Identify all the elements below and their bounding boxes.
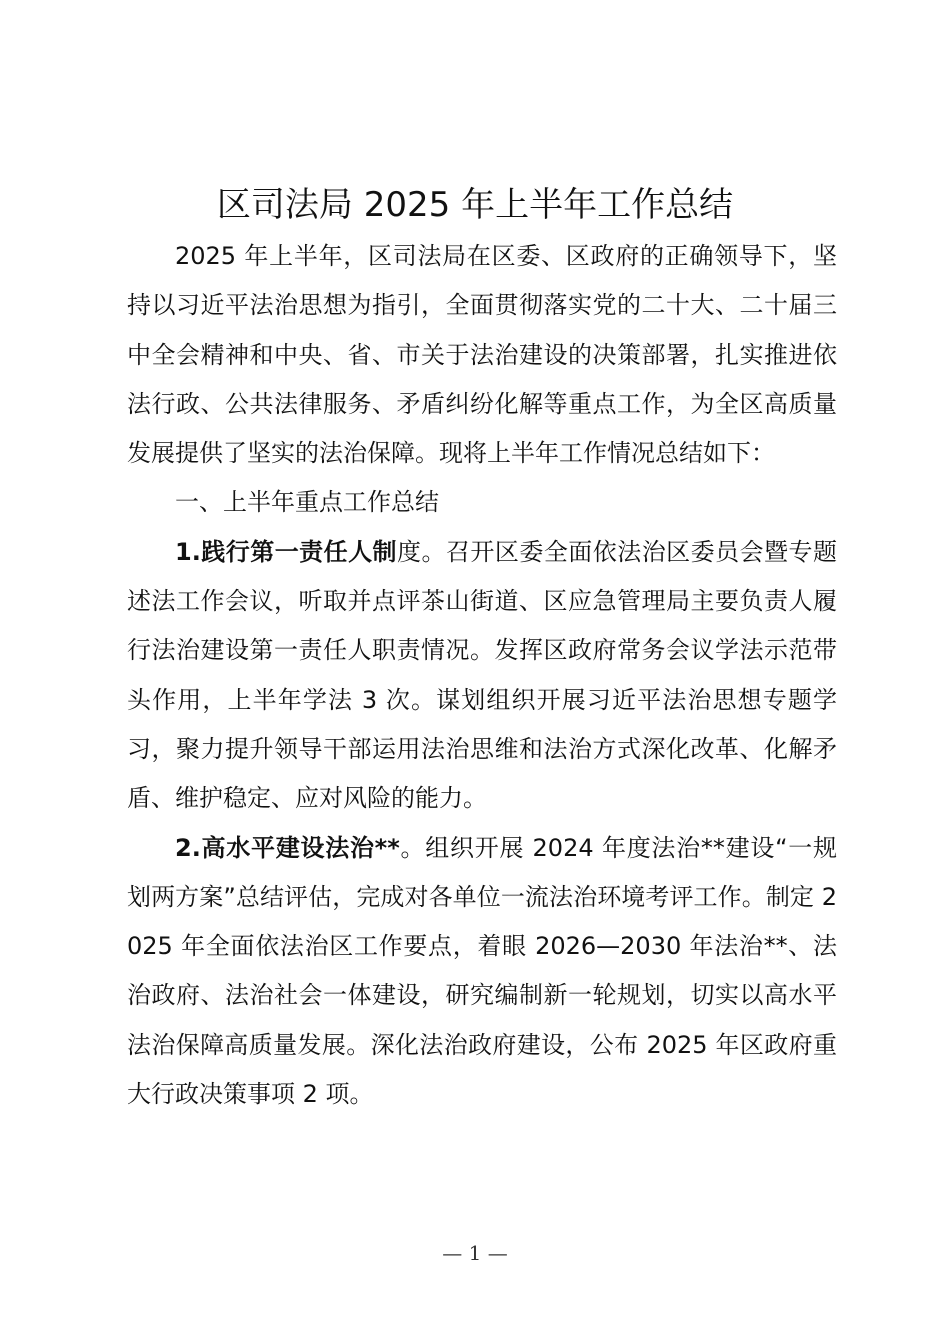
item-1-text: 度。召开区委全面依法治区委员会暨专题述法工作会议，听取并点评茶山街道、区应急管理局主要负责人履行法治建设第一责任人职责情况。发挥区政府常务会议学法示范带头作用，上半年学法 3 次。谋划组织开展习近平法治思想专题学习，聚力提升领导干部运用法治思维和法治方式深化改革、化解矛盾、维护稳定、应对风险的能力。: [127, 537, 837, 813]
item-paragraph-1: [127, 528, 837, 824]
page-number: — 1 —: [442, 1241, 508, 1265]
item-1-lead: 1.践行第一责任人制: [175, 537, 398, 566]
item-2-lead: 2.高水平建设法治**: [175, 833, 400, 862]
document-title: 区司法局 2025 年上半年工作总结: [216, 185, 734, 225]
document-body: [127, 232, 837, 1119]
section-heading: 一、上半年重点工作总结: [175, 488, 439, 517]
item-paragraph-2: [127, 824, 837, 1120]
intro-paragraph: 2025 年上半年，区司法局在区委、区政府的正确领导下，坚持以习近平法治思想为指引，全面贯彻落实党的二十大、二十届三中全会精神和中央、省、市关于法治建设的决策部署，扎实推进依法行政、公共法律服务、矛盾纠纷化解等重点工作，为全区高质量发展提供了坚实的法治保障。现将上半年工作情况总结如下：: [127, 242, 837, 468]
item-2-text: 。组织开展 2024 年度法治**建设“一规划两方案”总结评估，完成对各单位一流法治环境考评工作。制定 2025 年全面依法治区工作要点，着眼 2026—2030 年法治**、法治政府、法治社会一体建设，研究编制新一轮规划，切实以高水平法治保障高质量发展。深化法治政府建设，公布 2025 年区政府重大行政决策事项 2 项。: [127, 833, 837, 1109]
